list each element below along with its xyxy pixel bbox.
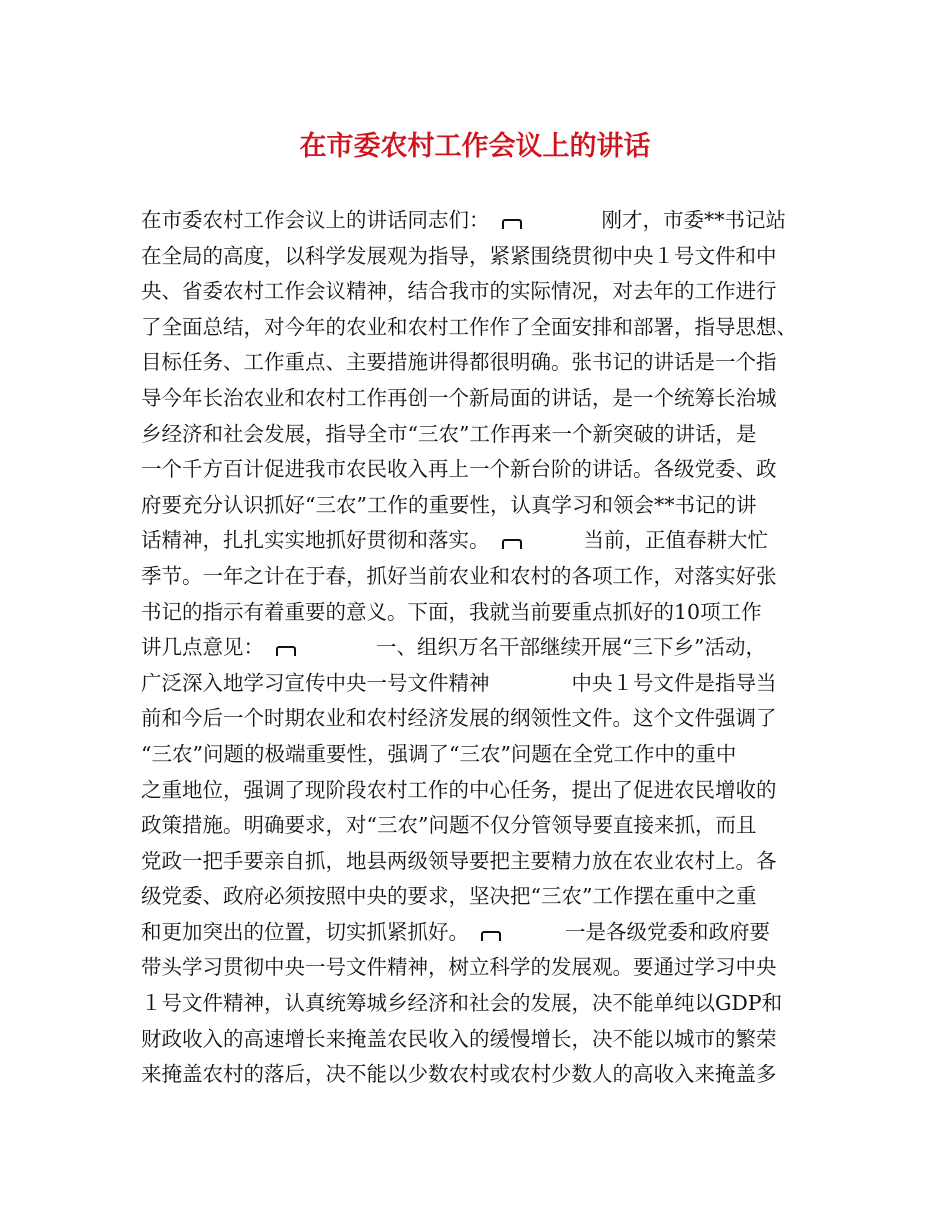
text-line	[141, 666, 841, 702]
line-text: 中央１号文件是指导当	[571, 670, 777, 695]
text-line	[141, 595, 841, 631]
line-text: 一、组织万名干部继续开展“三下乡”活动，	[376, 635, 766, 660]
text-line	[141, 452, 841, 488]
text-line	[141, 1057, 841, 1093]
text-line	[141, 381, 841, 417]
line-text: 前和今后一个时期农业和农村经济发展的纲领性文件。这个文件强调了	[141, 706, 777, 731]
text-line	[141, 488, 841, 524]
line-text: 之重地位，强调了现阶段农村工作的中心任务，提出了促进农民增收的	[141, 777, 777, 802]
text-line	[141, 310, 841, 346]
line-text: 级党委、政府必须按照中央的要求，坚决把“三农”工作摆在重中之重	[141, 884, 757, 909]
text-line	[141, 1022, 841, 1058]
text-line	[141, 986, 841, 1022]
line-text: 财政收入的高速增长来掩盖农民收入的缓慢增长，决不能以城市的繁荣	[141, 1026, 777, 1051]
line-text: 讲几点意见：	[141, 635, 264, 660]
line-text: 季节。一年之计在于春，抓好当前农业和农村的各项工作，对落实好张	[141, 563, 777, 588]
text-line	[141, 737, 841, 773]
text-line	[141, 630, 841, 666]
line-text: 一个千方百计促进我市农民收入再上一个新台阶的讲话。各级党委、政	[141, 457, 777, 482]
break-mark-icon	[502, 539, 522, 549]
text-line	[141, 559, 841, 595]
line-text: “三农”问题的极端重要性，强调了“三农”问题在全党工作中的重中	[141, 741, 737, 766]
line-text: 一是各级党委和政府要	[565, 919, 770, 944]
break-mark-icon	[481, 931, 501, 941]
text-line	[141, 523, 841, 559]
text-line	[141, 844, 841, 880]
text-line	[141, 915, 841, 951]
break-mark-icon	[276, 646, 296, 656]
line-text: 了全面总结，对今年的农业和农村工作作了全面安排和部署，指导思想、	[141, 314, 797, 339]
line-text: 乡经济和社会发展，指导全市“三农”工作再来一个新突破的讲话，是	[141, 421, 757, 446]
line-text: 刚才，市委**书记站	[601, 208, 786, 232]
text-line	[141, 239, 841, 275]
line-text: １号文件精神，认真统筹城乡经济和社会的发展，决不能单纯以GDP和	[141, 991, 783, 1016]
text-line	[141, 345, 841, 381]
break-mark-icon	[502, 219, 522, 229]
document-title: 在市委农村工作会议上的讲话	[299, 131, 651, 162]
line-text: 央、省委农村工作会议精神，结合我市的实际情况，对去年的工作进行	[141, 279, 777, 304]
line-text: 目标任务、工作重点、主要措施讲得都很明确。张书记的讲话是一个指	[141, 350, 777, 375]
line-text: 在全局的高度，以科学发展观为指导，紧紧围绕贯彻中央１号文件和中	[141, 243, 777, 268]
line-text: 话精神，扎扎实实地抓好贯彻和落实。	[141, 528, 490, 553]
line-text: 府要充分认识抓好“三农”工作的重要性，认真学习和领会**书记的讲	[141, 492, 757, 517]
line-text: 导今年长治农业和农村工作再创一个新局面的讲话，是一个统筹长治城	[141, 385, 777, 410]
line-text: 和更加突出的位置，切实抓紧抓好。	[141, 919, 469, 944]
line-text: 来掩盖农村的落后，决不能以少数农村或农村少数人的高收入来掩盖多	[141, 1062, 777, 1087]
text-line	[141, 417, 841, 453]
text-line	[141, 879, 841, 915]
line-text: 党政一把手要亲自抓，地县两级领导要把主要精力放在农业农村上。各	[141, 848, 777, 873]
text-line	[141, 203, 841, 239]
text-line	[141, 950, 841, 986]
line-text: 带头学习贯彻中央一号文件精神，树立科学的发展观。要通过学习中央	[141, 955, 777, 980]
text-line	[141, 701, 841, 737]
document-body	[141, 203, 841, 1093]
text-line	[141, 808, 841, 844]
line-text: 书记的指示有着重要的意义。下面，我就当前要重点抓好的10项工作	[141, 599, 762, 624]
line-text: 政策措施。明确要求，对“三农”问题不仅分管领导要直接来抓，而且	[141, 813, 757, 838]
line-text: 在市委农村工作会议上的讲话同志们：	[141, 208, 490, 232]
line-text: 当前，正值春耕大忙	[583, 528, 768, 553]
text-line	[141, 274, 841, 310]
line-text: 广泛深入地学习宣传中央一号文件精神	[141, 670, 490, 695]
text-line	[141, 773, 841, 809]
